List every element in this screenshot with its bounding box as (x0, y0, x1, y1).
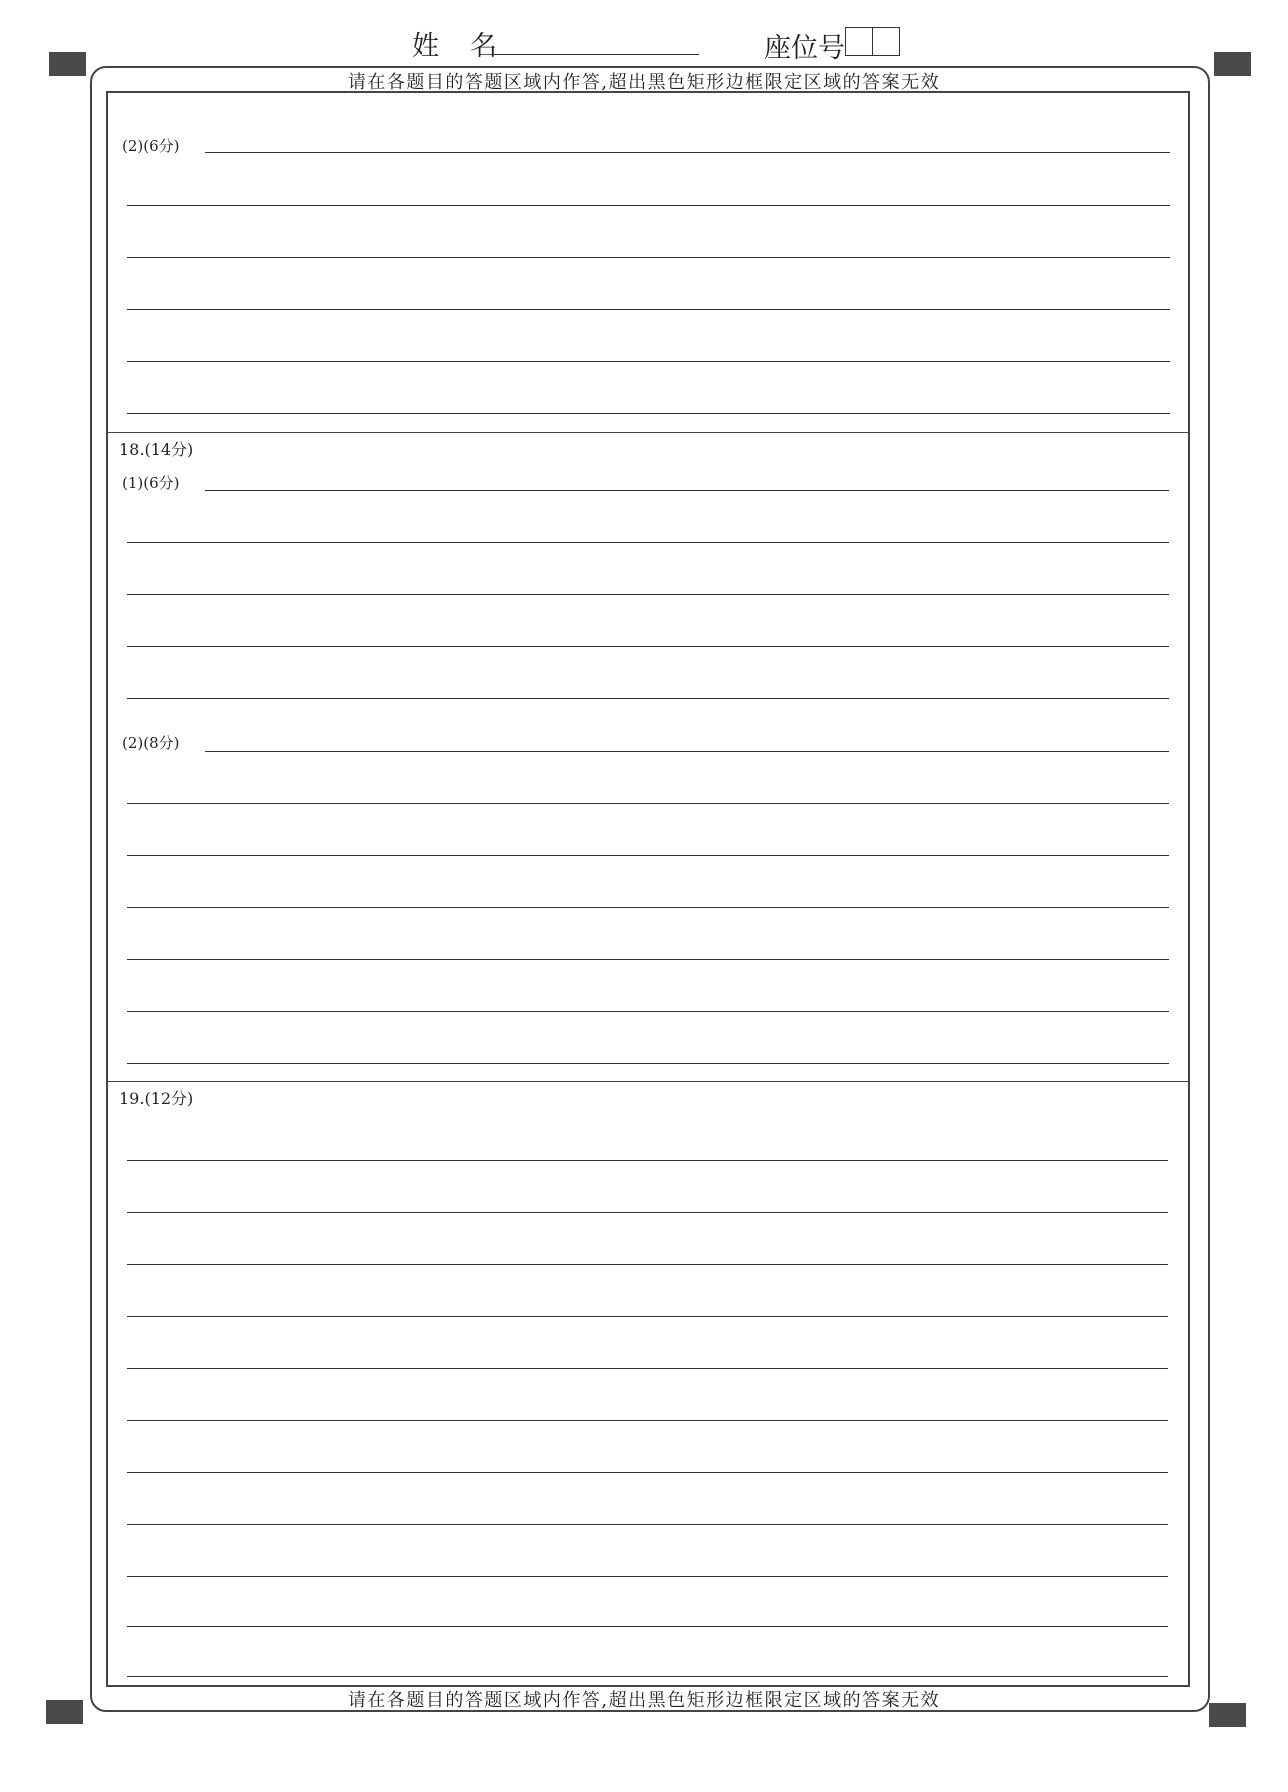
answer-line[interactable] (127, 594, 1169, 595)
answer-line[interactable] (127, 1011, 1169, 1012)
answer-line[interactable] (127, 1420, 1168, 1421)
answer-line[interactable] (127, 1316, 1168, 1317)
question-18-part2-label: (2)(8分) (122, 734, 180, 752)
answer-line[interactable] (127, 1576, 1168, 1577)
answer-line[interactable] (127, 413, 1170, 414)
answer-line[interactable] (127, 1368, 1168, 1369)
question-19-title: 19.(12分) (119, 1089, 194, 1108)
seat-number-box-1[interactable] (845, 27, 873, 56)
section-divider (106, 1081, 1190, 1082)
name-label: 姓 名 (412, 31, 499, 62)
section-divider (106, 432, 1190, 433)
question-18-title: 18.(14分) (119, 440, 194, 459)
notice-top: 请在各题目的答题区域内作答,超出黑色矩形边框限定区域的答案无效 (347, 72, 941, 93)
answer-line[interactable] (127, 1264, 1168, 1265)
answer-line[interactable] (127, 1212, 1168, 1213)
answer-line[interactable] (127, 698, 1169, 699)
answer-line[interactable] (127, 1626, 1168, 1627)
answer-line[interactable] (205, 751, 1169, 752)
answer-line[interactable] (127, 361, 1170, 362)
answer-line[interactable] (205, 490, 1169, 491)
answer-line[interactable] (127, 257, 1170, 258)
question-18-part1-label: (1)(6分) (122, 474, 180, 492)
name-field[interactable] (491, 54, 699, 55)
answer-line[interactable] (127, 1063, 1169, 1064)
answer-line[interactable] (127, 1160, 1168, 1161)
answer-line[interactable] (127, 959, 1169, 960)
answer-line[interactable] (127, 205, 1170, 206)
answer-line[interactable] (127, 803, 1169, 804)
answer-line[interactable] (127, 1472, 1168, 1473)
answer-area-inner-frame (106, 91, 1190, 1687)
answer-line[interactable] (127, 855, 1169, 856)
seat-number-box-2[interactable] (872, 27, 900, 56)
prev-part2-label: (2)(6分) (122, 137, 180, 155)
answer-line[interactable] (127, 646, 1169, 647)
answer-line[interactable] (205, 152, 1170, 153)
answer-line[interactable] (127, 1524, 1168, 1525)
seat-number-label: 座位号 (764, 33, 845, 64)
answer-line[interactable] (127, 309, 1170, 310)
answer-line[interactable] (127, 1676, 1168, 1677)
answer-line[interactable] (127, 542, 1169, 543)
answer-line[interactable] (127, 907, 1169, 908)
notice-bottom: 请在各题目的答题区域内作答,超出黑色矩形边框限定区域的答案无效 (347, 1690, 941, 1711)
